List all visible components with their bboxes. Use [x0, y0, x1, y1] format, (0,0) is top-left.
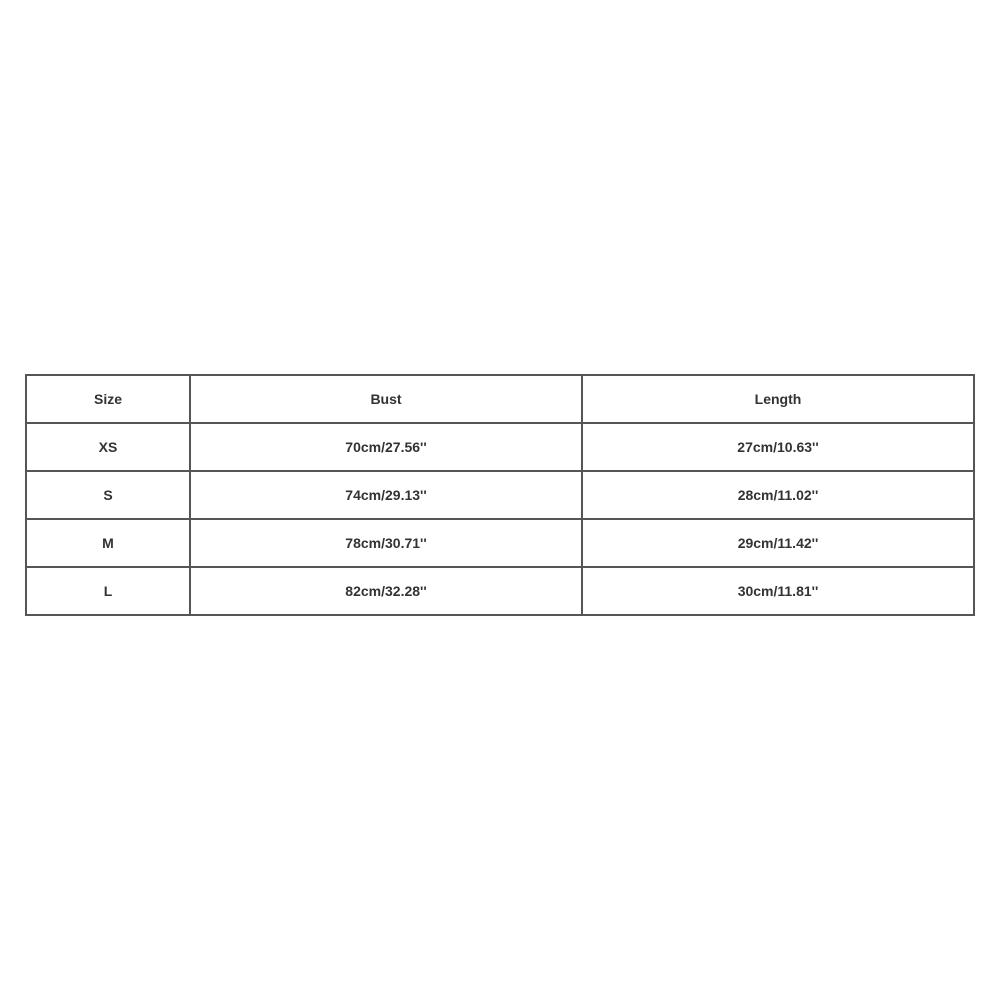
- bust-cell: 70cm/27.56'': [190, 423, 582, 471]
- table-row: [26, 519, 974, 567]
- table-row: [26, 471, 974, 519]
- bust-cell: 78cm/30.71'': [190, 519, 582, 567]
- size-cell: S: [26, 471, 190, 519]
- size-chart-table: [25, 374, 975, 616]
- header-length: Length: [582, 375, 974, 423]
- length-cell: 30cm/11.81'': [582, 567, 974, 615]
- header-size: Size: [26, 375, 190, 423]
- bust-cell: 82cm/32.28'': [190, 567, 582, 615]
- length-cell: 28cm/11.02'': [582, 471, 974, 519]
- size-cell: XS: [26, 423, 190, 471]
- table-header-row: [26, 375, 974, 423]
- length-cell: 29cm/11.42'': [582, 519, 974, 567]
- size-cell: M: [26, 519, 190, 567]
- table-row: [26, 567, 974, 615]
- bust-cell: 74cm/29.13'': [190, 471, 582, 519]
- size-cell: L: [26, 567, 190, 615]
- header-bust: Bust: [190, 375, 582, 423]
- length-cell: 27cm/10.63'': [582, 423, 974, 471]
- table-row: [26, 423, 974, 471]
